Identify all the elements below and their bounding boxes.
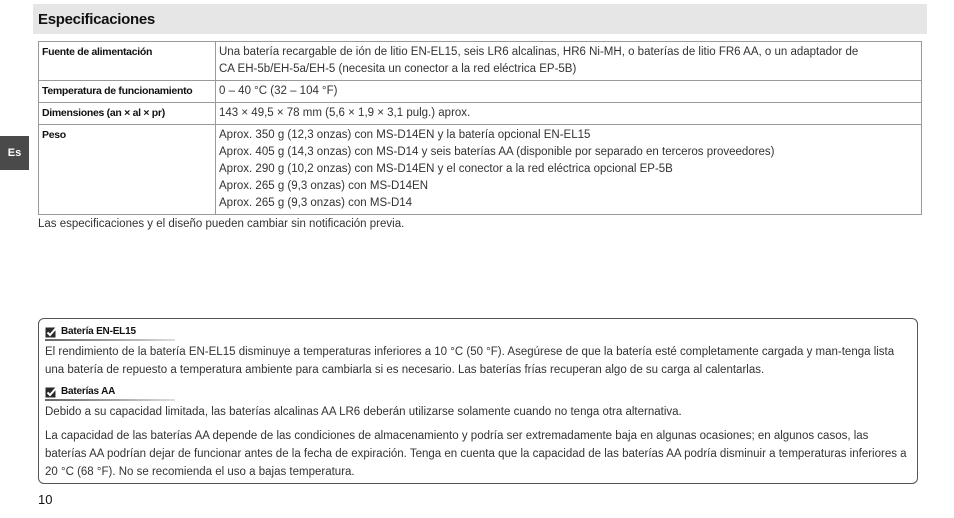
spec-label: Peso (39, 125, 216, 215)
spec-label: Dimensiones (an × al × pr) (39, 103, 216, 125)
spec-label: Fuente de alimentación (39, 42, 216, 81)
table-row (39, 81, 922, 103)
spec-value (216, 103, 922, 125)
spec-value-line: CA EH-5b/EH-5a/EH-5 (necesita un conector a la red eléctrica EP-5B) (219, 63, 577, 75)
footnote: Las especificaciones y el diseño pueden cambiar sin notificación previa. (38, 218, 405, 230)
notes-box (38, 318, 918, 484)
spec-value-line: Aprox. 265 g (9,3 onzas) con MS-D14EN (219, 180, 429, 192)
page-title: Especificaciones (38, 11, 155, 28)
note-title: Batería EN-EL15 (61, 326, 136, 337)
spec-value-line: Aprox. 290 g (10,2 onzas) con MS-D14EN y el conector a la red eléctrica opcional EP-5B (219, 163, 673, 175)
spec-value-line: Aprox. 265 g (9,3 onzas) con MS-D14 (219, 197, 413, 209)
spec-value (216, 81, 922, 103)
page-number: 10 (38, 492, 53, 507)
note-heading-battery (45, 323, 917, 341)
note-paragraph: Debido a su capacidad limitada, las baterías alcalinas AA LR6 deberán utilizarse solamente cuando no tenga otra alternativa. (45, 406, 682, 418)
spec-label: Temperatura de funcionamiento (39, 81, 216, 103)
table-row (39, 103, 922, 125)
heading-underline (45, 399, 175, 401)
spec-value-line: 0 – 40 °C (32 – 104 °F) (219, 85, 338, 97)
check-icon (45, 386, 58, 398)
note-paragraph: La capacidad de las baterías AA depende de las condiciones de almacenamiento y podría ser extremadamente baja en algunas ocasiones; en algunos casos, las baterías AA podrían dejar de funcionar antes de la fecha de expiración. Tenga en cuenta que la capacidad de las baterías AA podría disminuir a temperaturas inferiores a 20 °C (68 °F). No se recomienda el uso a bajas temperatura. (45, 430, 907, 478)
spec-value-line: Aprox. 405 g (14,3 onzas) con MS-D14 y seis baterías AA (disponible por separado en terceros proveedores) (219, 146, 775, 158)
spec-value (216, 125, 922, 215)
note-paragraph: El rendimiento de la batería EN-EL15 disminuye a temperaturas inferiores a 10 °C (50 °F). Asegúrese de que la batería esté completamente cargada y man-tenga lista una batería de repuesto a temperatura ambiente para cambiarla si es necesario. Las baterías frías recuperan algo de su carga al calentarlas. (45, 346, 895, 376)
spec-value-line: Una batería recargable de ión de litio EN-EL15, seis LR6 alcalinas, HR6 Ni-MH, o baterías de litio FR6 AA, o un adaptador de (219, 46, 859, 58)
language-tab: Es (0, 136, 29, 170)
table-row (39, 125, 922, 215)
spec-value (216, 42, 922, 81)
specifications-table (38, 41, 922, 215)
note-title: Baterías AA (61, 386, 116, 397)
title-bar (33, 4, 927, 34)
check-icon (45, 326, 58, 338)
heading-underline (45, 339, 175, 341)
spec-value-line: Aprox. 350 g (12,3 onzas) con MS-D14EN y la batería opcional EN-EL15 (219, 129, 591, 141)
spec-value-line: 143 × 49,5 × 78 mm (5,6 × 1,9 × 3,1 pulg.) aprox. (219, 107, 471, 119)
note-heading-aa (45, 383, 917, 401)
table-row (39, 42, 922, 81)
